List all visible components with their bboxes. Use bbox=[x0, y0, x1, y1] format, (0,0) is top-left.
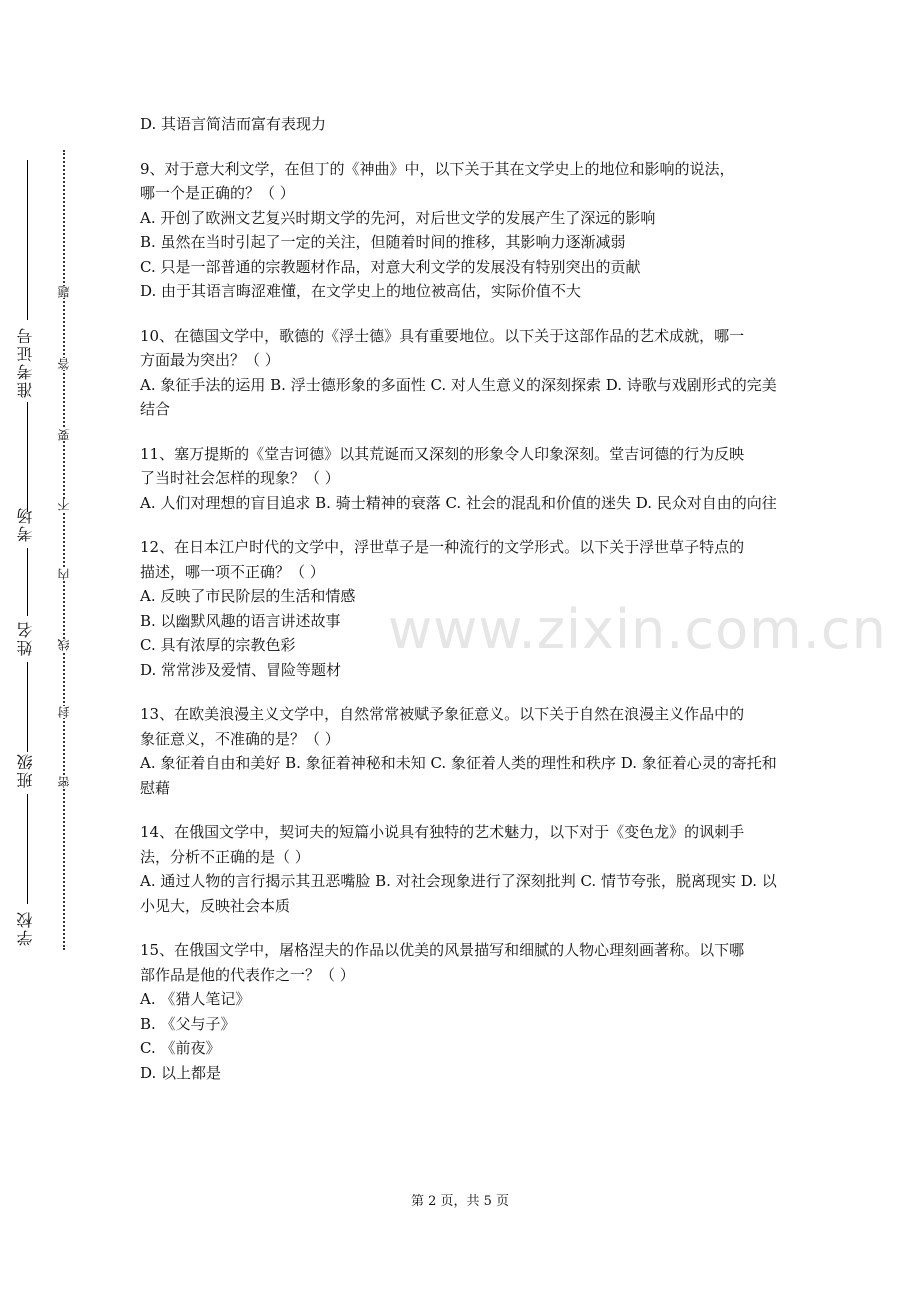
option: D. 其语言简洁而富有表现力 bbox=[140, 115, 327, 133]
options-inline: A. 象征着自由和美好 B. 象征着神秘和未知 C. 象征着人类的理性和秩序 D. 象征着心灵的寄托和慰藉 bbox=[140, 754, 777, 797]
options-inline: A. 人们对理想的盲目追求 B. 骑士精神的衰落 C. 社会的混乱和价值的迷失 D. 民众对自由的向往 bbox=[140, 493, 777, 512]
seal-char: 密 bbox=[57, 776, 71, 788]
name-label: 姓名 bbox=[16, 620, 35, 656]
question-stem: 了当时社会怎样的现象？（ ） bbox=[140, 469, 340, 487]
binding-margin bbox=[0, 140, 110, 960]
seal-char: 答 bbox=[57, 358, 71, 370]
question-13 bbox=[140, 702, 782, 800]
school-label: 学校 bbox=[16, 910, 35, 946]
option: B. 《父与子》 bbox=[140, 1014, 236, 1033]
question-stem: 部作品是他的代表作之一？（ ） bbox=[140, 965, 355, 984]
question-stem: 13、在欧美浪漫主义文学中，自然常常被赋予象征意义。以下关于自然在浪漫主义作品中的 bbox=[140, 705, 745, 723]
question-9 bbox=[140, 157, 782, 304]
question-stem: 10、在德国文学中，歌德的《浮士德》具有重要地位。以下关于这部作品的艺术成就，哪一 bbox=[140, 326, 745, 345]
watermark: www.zixin.com.cn bbox=[388, 598, 887, 661]
exam-room-label: 考场 bbox=[16, 506, 35, 542]
seal-char: 线 bbox=[57, 639, 71, 651]
option: B. 虽然在当时引起了一定的关注，但随着时间的推移，其影响力逐渐减弱 bbox=[140, 233, 626, 251]
question-stem: 14、在俄国文学中，契诃夫的短篇小说具有独特的艺术魅力，以下对于《变色龙》的讽刺手 bbox=[140, 823, 745, 841]
page-footer: 第 2 页，共 5 页 bbox=[410, 1194, 510, 1209]
question-stem: 12、在日本江户时代的文学中，浮世草子是一种流行的文学形式。以下关于浮世草子特点的 bbox=[140, 538, 745, 556]
exam-room-underline bbox=[27, 402, 28, 512]
seal-char: 不 bbox=[57, 499, 71, 511]
question-list bbox=[140, 112, 782, 1085]
question-stem: 象征意义，不准确的是？（ ） bbox=[140, 729, 340, 748]
question-stem: 15、在俄国文学中，屠格涅夫的作品以优美的风景描写和细腻的人物心理刻画著称。以下哪 bbox=[140, 941, 745, 959]
name-underline bbox=[27, 548, 28, 616]
option: A. 开创了欧洲文艺复兴时期文学的先河，对后世文学的发展产生了深远的影响 bbox=[140, 208, 656, 227]
question-15 bbox=[140, 938, 782, 1085]
option: A. 《猎人笔记》 bbox=[140, 990, 251, 1008]
seal-char: 封 bbox=[57, 706, 71, 718]
option: A. 反映了市民阶层的生活和情感 bbox=[140, 587, 356, 605]
seal-char: 要 bbox=[57, 429, 71, 441]
option: D. 常常涉及爱情、冒险等题材 bbox=[140, 660, 342, 679]
class-label: 班级 bbox=[16, 752, 35, 788]
class-underline bbox=[27, 662, 28, 752]
question-stem: 哪一个是正确的？（ ） bbox=[140, 184, 295, 202]
option: D. 由于其语言晦涩难懂，在文学史上的地位被高估，实际价值不大 bbox=[140, 282, 582, 300]
question-14 bbox=[140, 820, 782, 918]
option: B. 以幽默风趣的语言讲述故事 bbox=[140, 611, 341, 630]
seal-char: 内 bbox=[57, 568, 71, 580]
option: C. 只是一部普通的宗教题材作品，对意大利文学的发展没有特别突出的贡献 bbox=[140, 257, 641, 276]
options-inline: A. 通过人物的言行揭示其丑恶嘴脸 B. 对社会现象进行了深刻批判 C. 情节夸张，脱离现实 D. 以小见大，反映社会本质 bbox=[140, 872, 777, 915]
question-stem: 描述，哪一项不正确？（ ） bbox=[140, 562, 325, 581]
school-underline bbox=[27, 794, 28, 904]
options-inline: A. 象征手法的运用 B. 浮士德形象的多面性 C. 对人生意义的深刻探索 D. 诗歌与戏剧形式的完美结合 bbox=[140, 375, 777, 418]
seal-char: 题 bbox=[57, 286, 71, 298]
option: C. 具有浓厚的宗教色彩 bbox=[140, 636, 296, 654]
question-stem: 11、塞万提斯的《堂吉诃德》以其荒诞而又深刻的形象令人印象深刻。堂吉诃德的行为反映 bbox=[140, 444, 745, 463]
question-stem: 方面最为突出？（ ） bbox=[140, 351, 280, 369]
option: D. 以上都是 bbox=[140, 1063, 222, 1082]
seal-dotted-line bbox=[63, 150, 65, 950]
question-12 bbox=[140, 535, 782, 682]
question-10 bbox=[140, 324, 782, 422]
option: C. 《前夜》 bbox=[140, 1039, 221, 1057]
question-stem: 法，分析不正确的是（ ） bbox=[140, 847, 310, 866]
question-11 bbox=[140, 442, 782, 516]
exam-id-label: 准考证号 bbox=[16, 326, 35, 398]
question-stem: 9、对于意大利文学，在但丁的《神曲》中，以下关于其在文学史上的地位和影响的说法， bbox=[140, 159, 735, 178]
exam-id-underline bbox=[27, 160, 28, 320]
